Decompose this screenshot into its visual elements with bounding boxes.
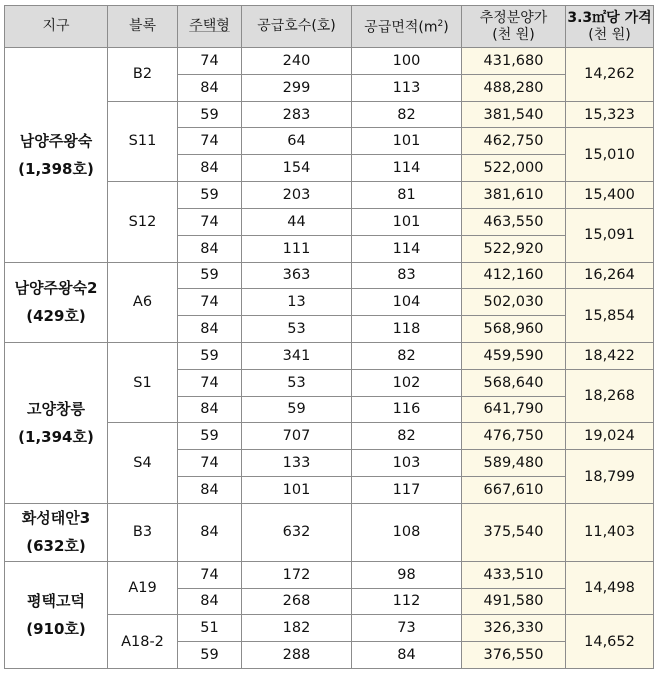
units-cell: 154 [242,155,352,182]
type-cell: 74 [178,48,242,75]
table-row [5,561,654,588]
price-per-cell: 14,498 [566,561,654,615]
area-cell: 108 [352,503,462,561]
price-per-cell: 15,854 [566,289,654,343]
area-cell: 114 [352,155,462,182]
block-cell: S4 [108,423,178,503]
type-cell: 59 [178,642,242,669]
units-cell: 111 [242,235,352,262]
price-per-cell: 18,268 [566,369,654,423]
price-per-cell: 11,403 [566,503,654,561]
area-cell: 114 [352,235,462,262]
est-price-cell: 462,750 [462,128,566,155]
table-row [5,503,654,561]
table-row [5,262,654,289]
area-cell: 112 [352,588,462,615]
block-cell: A19 [108,561,178,615]
price-per-cell: 15,010 [566,128,654,182]
type-cell: 84 [178,235,242,262]
est-price-cell: 522,920 [462,235,566,262]
units-cell: 288 [242,642,352,669]
area-cell: 103 [352,450,462,477]
est-price-cell: 488,280 [462,74,566,101]
type-cell: 59 [178,182,242,209]
header-area: 공급면적$(m^2)$ [352,6,462,48]
est-price-cell: 433,510 [462,561,566,588]
area-cell: 101 [352,128,462,155]
type-cell: 84 [178,503,242,561]
type-cell: 84 [178,588,242,615]
units-cell: 53 [242,316,352,343]
units-cell: 182 [242,615,352,642]
header-type: 주택형 [178,6,242,48]
units-cell: 101 [242,477,352,504]
district-cell: 남양주왕숙2 (429호) [5,262,108,342]
units-cell: 172 [242,561,352,588]
type-cell: 74 [178,128,242,155]
type-cell: 74 [178,369,242,396]
area-cell: 82 [352,423,462,450]
est-price-cell: 667,610 [462,477,566,504]
area-cell: 84 [352,642,462,669]
units-cell: 13 [242,289,352,316]
district-cell: 화성태안3 (632호) [5,503,108,561]
area-cell: 82 [352,101,462,128]
header-row [5,6,654,48]
units-cell: 363 [242,262,352,289]
table-row [5,48,654,75]
units-cell: 44 [242,208,352,235]
price-per-cell: 15,323 [566,101,654,128]
area-cell: 104 [352,289,462,316]
district-cell: 평택고덕 (910호) [5,561,108,668]
est-price-cell: 431,680 [462,48,566,75]
price-per-cell: 15,091 [566,208,654,262]
est-price-cell: 459,590 [462,342,566,369]
block-cell: S1 [108,342,178,422]
est-price-cell: 641,790 [462,396,566,423]
price-per-cell: 15,400 [566,182,654,209]
units-cell: 341 [242,342,352,369]
units-cell: 299 [242,74,352,101]
header-block: 블록 [108,6,178,48]
units-cell: 707 [242,423,352,450]
units-cell: 203 [242,182,352,209]
est-price-cell: 375,540 [462,503,566,561]
units-cell: 632 [242,503,352,561]
area-cell: 98 [352,561,462,588]
area-cell: 82 [352,342,462,369]
units-cell: 59 [242,396,352,423]
block-cell: S12 [108,182,178,262]
area-cell: 81 [352,182,462,209]
units-cell: 240 [242,48,352,75]
type-cell: 84 [178,396,242,423]
units-cell: 283 [242,101,352,128]
area-cell: 116 [352,396,462,423]
area-cell: 118 [352,316,462,343]
type-cell: 74 [178,561,242,588]
area-cell: 113 [352,74,462,101]
price-per-cell: 14,262 [566,48,654,102]
header-district: 지구 [5,6,108,48]
type-cell: 84 [178,155,242,182]
est-price-cell: 412,160 [462,262,566,289]
est-price-cell: 476,750 [462,423,566,450]
type-cell: 59 [178,423,242,450]
type-cell: 84 [178,477,242,504]
block-cell: S11 [108,101,178,181]
type-cell: 74 [178,208,242,235]
units-cell: 64 [242,128,352,155]
type-cell: 84 [178,74,242,101]
area-cell: 100 [352,48,462,75]
block-cell: A6 [108,262,178,342]
area-cell: 117 [352,477,462,504]
est-price-cell: 381,540 [462,101,566,128]
price-per-cell: 16,264 [566,262,654,289]
est-price-cell: 522,000 [462,155,566,182]
area-cell: 101 [352,208,462,235]
type-cell: 59 [178,342,242,369]
price-per-cell: 18,799 [566,450,654,504]
district-cell: 고양창릉 (1,394호) [5,342,108,503]
area-cell: 73 [352,615,462,642]
est-price-cell: 491,580 [462,588,566,615]
type-cell: 84 [178,316,242,343]
supply-price-table [4,5,654,669]
district-cell: 남양주왕숙 (1,398호) [5,48,108,263]
header-est-price: 추정분양가 (천 원) [462,6,566,48]
price-per-cell: 19,024 [566,423,654,450]
header-units: 공급호수(호) [242,6,352,48]
block-cell: B2 [108,48,178,102]
units-cell: 53 [242,369,352,396]
table-row [5,342,654,369]
units-cell: 133 [242,450,352,477]
est-price-cell: 463,550 [462,208,566,235]
header-price-per: 3.3㎡당 가격 (천 원) [566,6,654,48]
area-cell: 83 [352,262,462,289]
type-cell: 74 [178,289,242,316]
est-price-cell: 589,480 [462,450,566,477]
block-cell: A18-2 [108,615,178,669]
est-price-cell: 326,330 [462,615,566,642]
type-cell: 74 [178,450,242,477]
type-cell: 51 [178,615,242,642]
est-price-cell: 568,960 [462,316,566,343]
units-cell: 268 [242,588,352,615]
est-price-cell: 568,640 [462,369,566,396]
type-cell: 59 [178,101,242,128]
block-cell: B3 [108,503,178,561]
type-cell: 59 [178,262,242,289]
price-per-cell: 14,652 [566,615,654,669]
price-per-cell: 18,422 [566,342,654,369]
area-cell: 102 [352,369,462,396]
est-price-cell: 502,030 [462,289,566,316]
est-price-cell: 376,550 [462,642,566,669]
est-price-cell: 381,610 [462,182,566,209]
